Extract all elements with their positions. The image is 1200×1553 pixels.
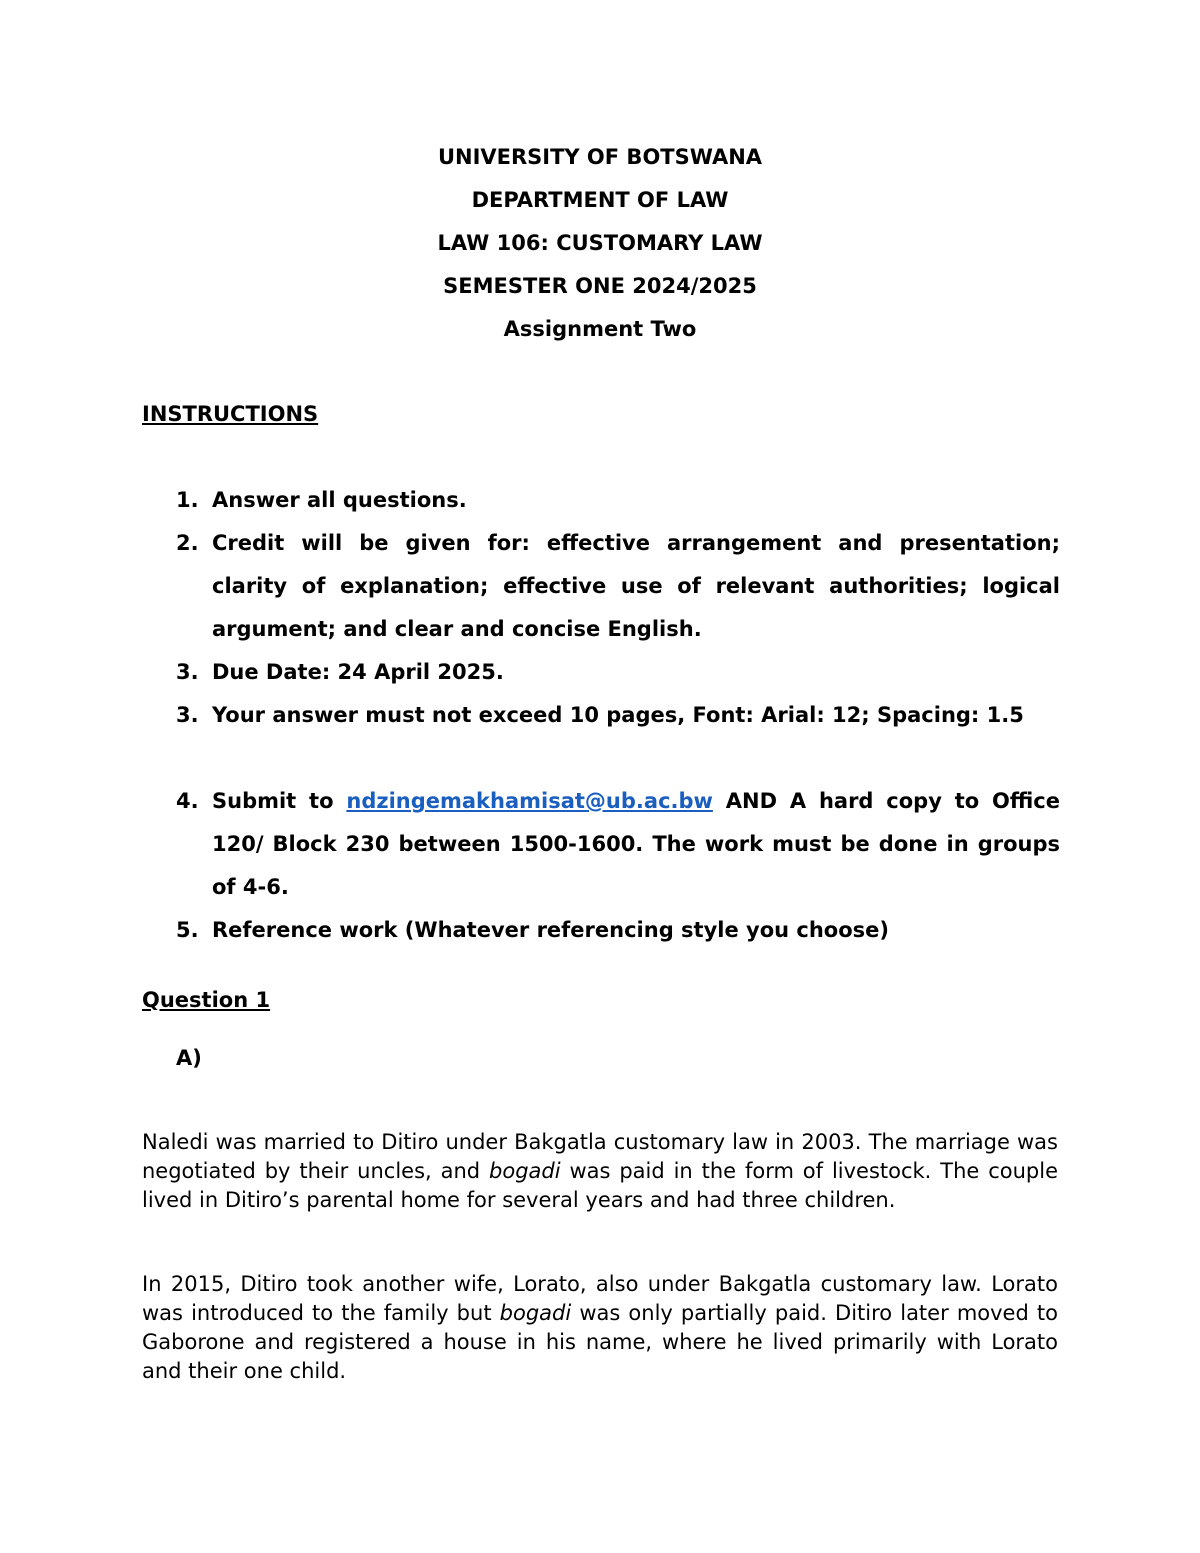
instruction-number: 3.	[176, 660, 199, 684]
instruction-number: 2.	[176, 531, 199, 555]
instructions-heading: INSTRUCTIONS	[142, 402, 319, 426]
instruction-number: 5.	[176, 918, 199, 942]
instruction-text: Credit will be given for: effective arrangement and presentation; clarity of explanation; effective use of relevant authorities; logical argument; and clear and concise English.	[212, 531, 1060, 641]
italic-term: bogadi	[489, 1159, 561, 1183]
instruction-number: 4.	[176, 789, 199, 813]
instruction-number: 3.	[176, 703, 199, 727]
paragraph-text: Naledi was married to Ditiro under Bakgatla customary law in 2003. The marriage was negotiated by their uncles, and	[142, 1130, 1058, 1183]
instruction-text-before: Submit to	[212, 789, 347, 813]
question-heading: Question 1	[142, 988, 271, 1012]
department-name: DEPARTMENT OF LAW	[471, 188, 729, 212]
italic-term: bogadi	[499, 1301, 572, 1325]
instruction-text: Reference work (Whatever referencing style you choose)	[212, 918, 889, 942]
paragraph-text: In 2015, Ditiro took another wife, Lorato, also under Bakgatla customary law. Lorato was introduced to the family but	[142, 1272, 1058, 1325]
university-name: UNIVERSITY OF BOTSWANA	[437, 145, 763, 169]
question-paragraph	[142, 1128, 1058, 1215]
paragraph-text: was paid in the form of livestock. The couple lived in Ditiro’s parental home for several years and had three children.	[142, 1159, 1058, 1212]
question-part-label: A)	[176, 1046, 202, 1070]
assignment-title: Assignment Two	[503, 317, 697, 341]
instruction-text: Due Date: 24 April 2025.	[212, 660, 504, 684]
course-title: LAW 106: CUSTOMARY LAW	[437, 231, 763, 255]
instruction-text	[212, 780, 1060, 909]
instruction-text: Answer all questions.	[212, 488, 467, 512]
paragraph-text: was only partially paid. Ditiro later moved to Gaborone and registered a house in his name, where he lived primarily with Lorato and their one child.	[142, 1301, 1058, 1383]
question-paragraph	[142, 1270, 1058, 1386]
email-link[interactable]: ndzingemakhamisat@ub.ac.bw	[346, 789, 713, 813]
semester-label: SEMESTER ONE 2024/2025	[443, 274, 757, 298]
instruction-text-after: AND A hard copy to Office 120/ Block 230 between 1500-1600. The work must be done in groups of 4-6.	[212, 789, 1060, 899]
instruction-text: Your answer must not exceed 10 pages, Font: Arial: 12; Spacing: 1.5	[212, 703, 1024, 727]
instruction-number: 1.	[176, 488, 199, 512]
